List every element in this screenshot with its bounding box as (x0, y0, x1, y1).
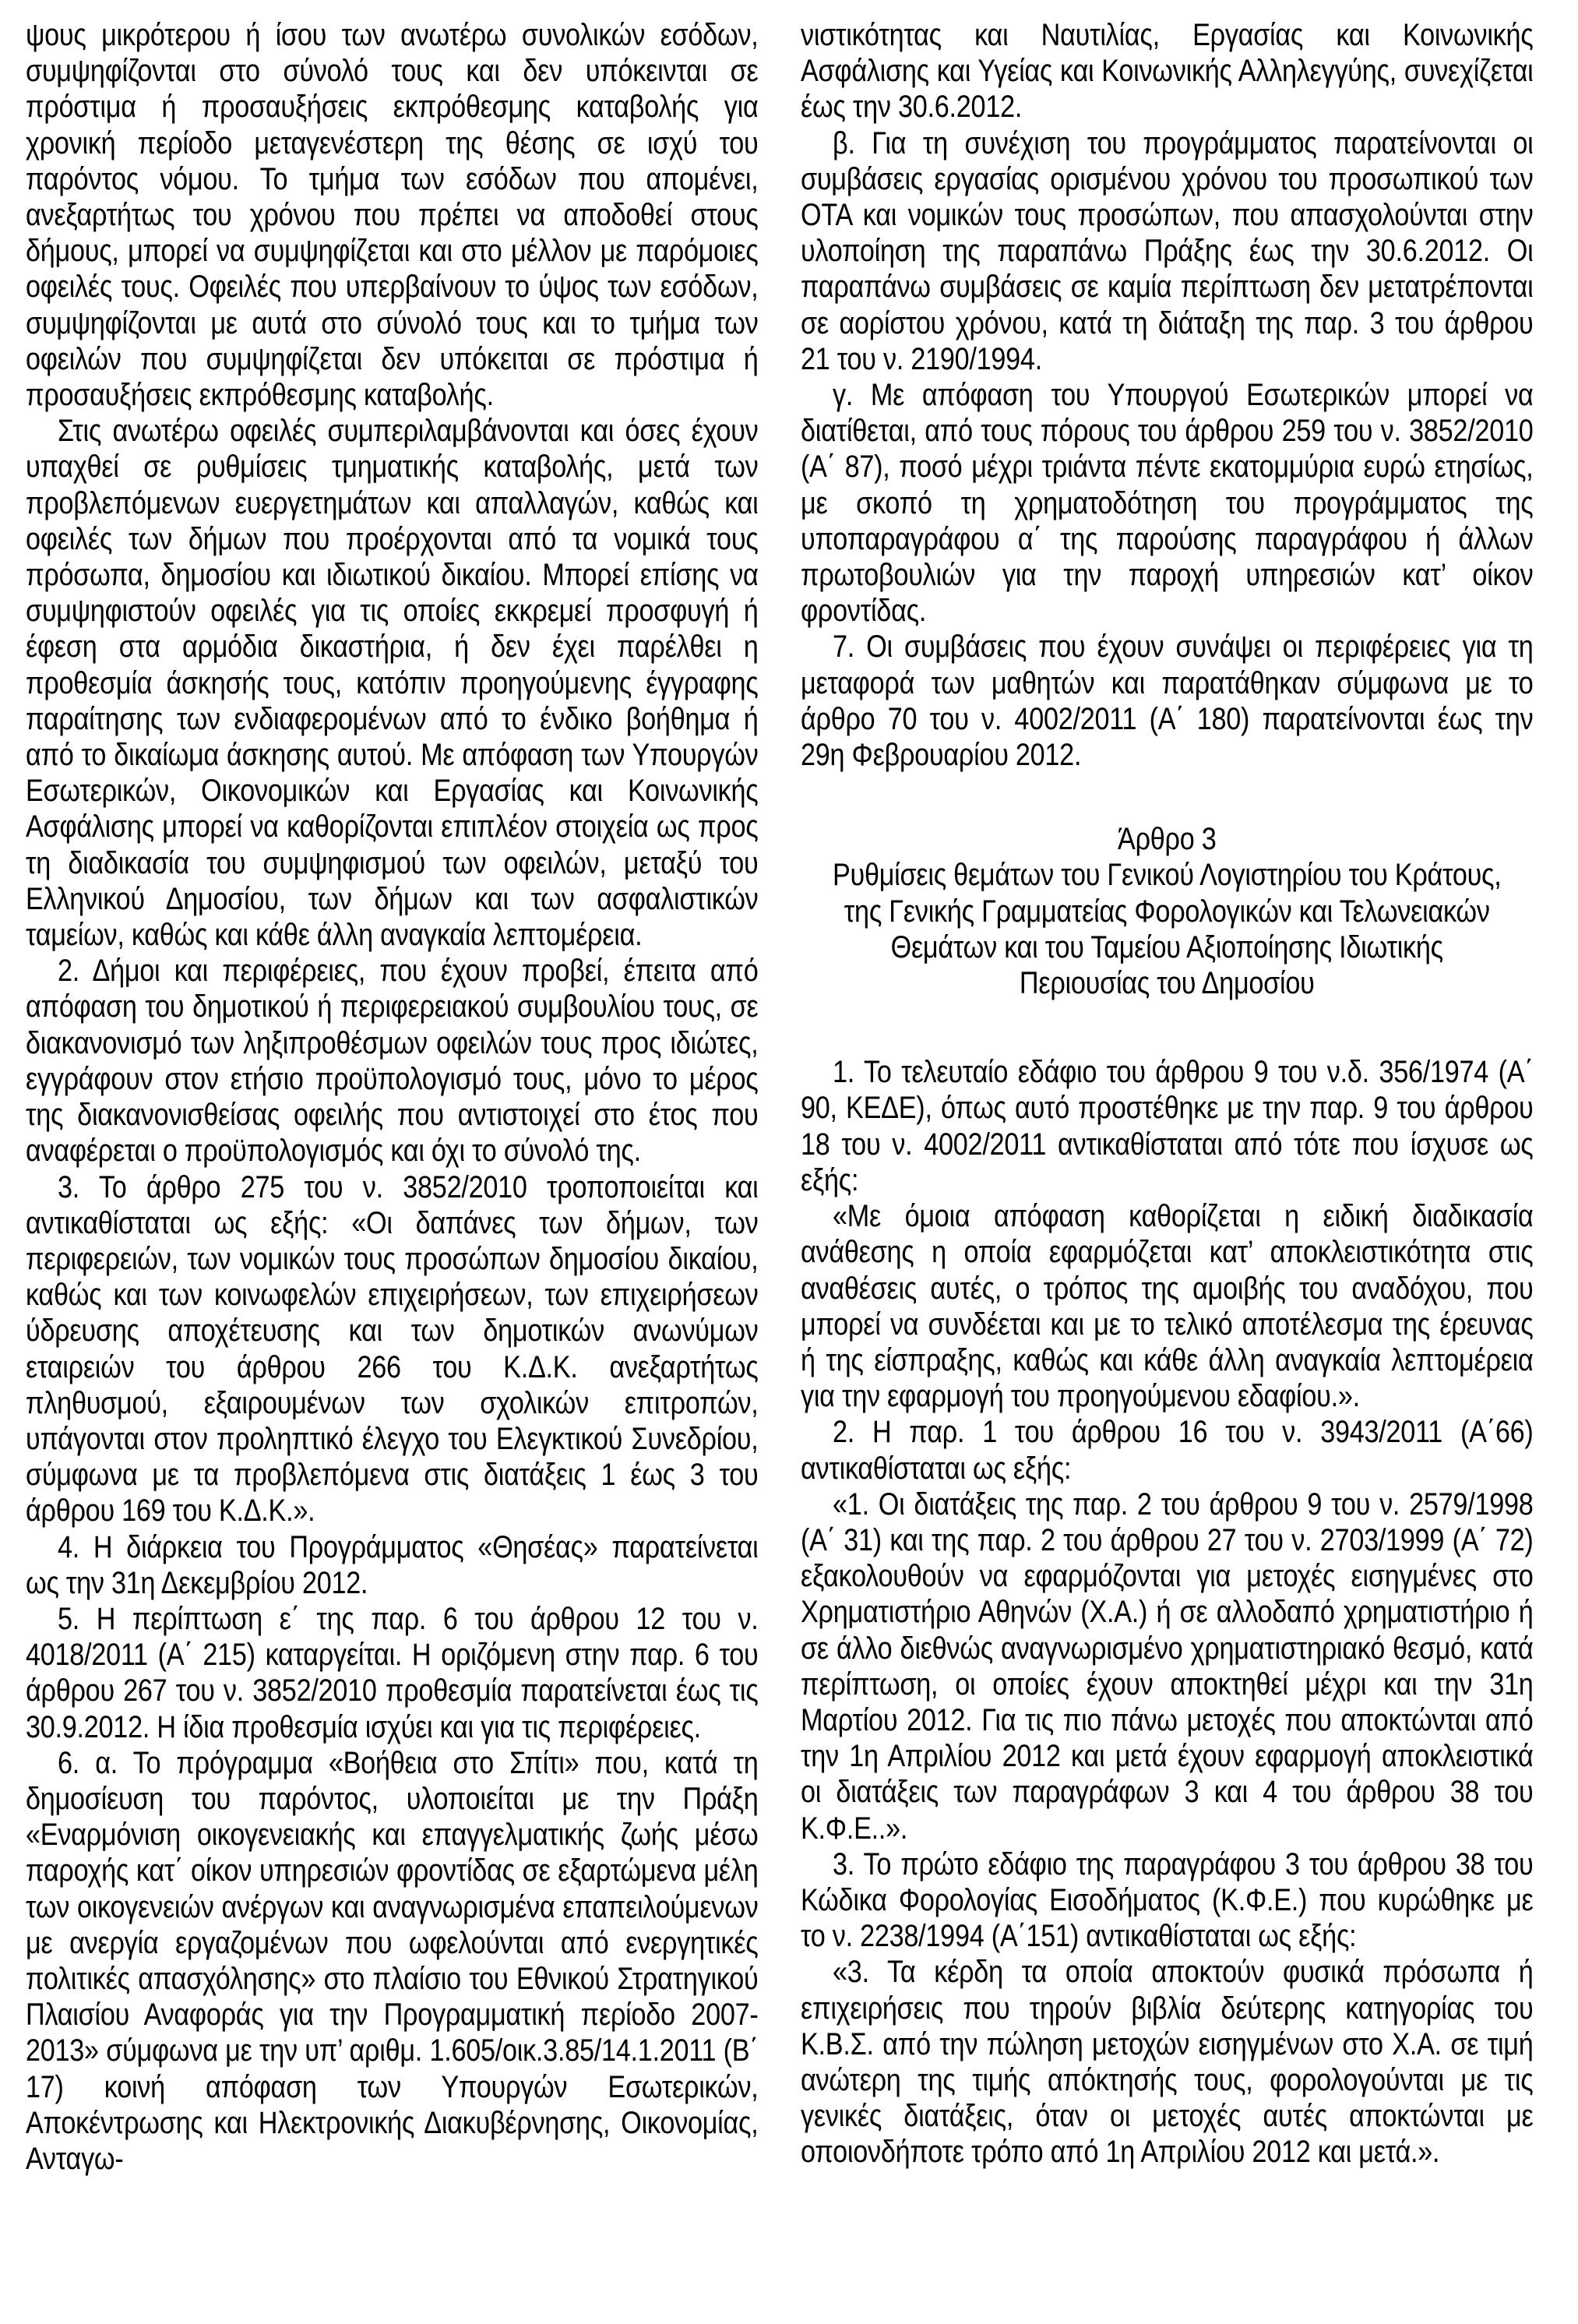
left-column (26, 17, 759, 2177)
paragraph-item-6b: β. Για τη συνέχιση του προγράμματος παρατείνονται οι συμβάσεις εργασίας ορισμένου χρόνου του προσωπικού των ΟΤΑ και νομικών τους προσώπων, που απασχολούνται στην υλοποίηση της παραπάνω Πράξης έως την 30.6.2012. Οι παραπάνω συμβάσεις σε καμία περίπτωση δεν μετατρέπονται σε αορίστου χρόνου, κατά τη διάταξη της παρ. 3 του άρθρου 21 του ν. 2190/1994. (801, 125, 1534, 376)
paragraph-quote: «1. Οι διατάξεις της παρ. 2 του άρθρου 9 του ν. 2579/1998 (Α΄ 31) και της παρ. 2 του άρθρου 27 του ν. 2703/1999 (Α΄ 72) εξακολουθούν να εφαρμόζονται για μετοχές εισηγμένες στο Χρηματιστήριο Αθηνών (Χ.Α.) ή σε αλλοδαπό χρηματιστήριο ή σε άλλο διεθνώς αναγνωρισμένο χρηματιστηριακό θεσμό, κατά περίπτωση, οι οποίες έχουν αποκτηθεί μέχρι και την 31η Μαρτίου 2012. Για τις πιο πάνω μετοχές που αποκτώνται από την 1η Απριλίου 2012 και μετά έχουν εφαρμογή αποκλειστικά οι διατάξεις των παραγράφων 3 και 4 του άρθρου 38 του Κ.Φ.Ε..». (801, 1486, 1534, 1846)
right-column-text (801, 17, 1534, 2171)
article-subtitle: Ρυθμίσεις θεμάτων του Γενικού Λογιστηρίου του Κράτους, της Γενικής Γραμματείας Φορολογικών και Τελωνειακών Θεμάτων και του Ταμείου Αξιοποίησης Ιδιωτικής Περιουσίας του Δημοσίου (832, 858, 1502, 1001)
paragraph-continuation: νιστικότητας και Ναυτιλίας, Εργασίας και Κοινωνικής Ασφάλισης και Υγείας και Κοινωνικής Αλληλεγγύης, συνεχίζεται έως την 30.6.2012. (801, 18, 1534, 125)
paragraph: Στις ανωτέρω οφειλές συμπεριλαμβάνονται και όσες έχουν υπαχθεί σε ρυθμίσεις τμηματικής καταβολής, μετά των προβλεπόμενων ευεργετημάτων και απαλλαγών, καθώς και οφειλές των δήμων που προέρχονται από τα νομικά τους πρόσωπα, δημοσίου και ιδιωτικού δικαίου. Μπορεί επίσης να συμψηφιστούν οφειλές για τις οποίες εκκρεμεί προσφυγή ή έφεση στα αρμόδια δικαστήρια, ή δεν έχει παρέλθει η προθεσμία άσκησής τους, κατόπιν προηγούμενης έγγραφης παραίτησης των ενδιαφερομένων από το ένδικο βοήθημα ή από το δικαίωμα άσκησης αυτού. Με απόφαση των Υπουργών Εσωτερικών, Οικονομικών και Εργασίας και Κοινωνικής Ασφάλισης μπορεί να καθορίζονται επιπλέον στοιχεία ως προς τη διαδικασία του συμψηφισμού των οφειλών, μεταξύ του Ελληνικού Δημοσίου, των δήμων και των ασφαλιστικών ταμείων, καθώς και κάθε άλλη αναγκαία λεπτομέρεια. (26, 414, 759, 953)
paragraph-item-6c: γ. Με απόφαση του Υπουργού Εσωτερικών μπορεί να διατίθεται, από τους πόρους του άρθρου 259 του ν. 3852/2010 (Α΄ 87), ποσό μέχρι τριάντα πέντε εκατομμύρια ευρώ ετησίως, με σκοπό τη χρηματοδότηση του προγράμματος της υποπαραγράφου α΄ της παρούσης παραγράφου ή άλλων πρωτοβουλιών για την παροχή υπηρεσιών κατ’ οίκον φροντίδας. (801, 378, 1534, 629)
paragraph-item-3: 3. Το άρθρο 275 του ν. 3852/2010 τροποποιείται και αντικαθίσταται ως εξής: «Οι δαπάνες των δήμων, των περιφερειών, των νομικών τους προσώπων δημοσίου δικαίου, καθώς και των κοινωφελών επιχειρήσεων, των επιχειρήσεων ύδρευσης αποχέτευσης και των δημοτικών ανωνύμων εταιρειών του άρθρου 266 του Κ.Δ.Κ. ανεξαρτήτως πληθυσμού, εξαιρουμένων των σχολικών επιτροπών, υπάγονται στον προληπτικό έλεγχο του Ελεγκτικού Συνεδρίου, σύμφωνα με τα προβλεπόμενα στις διατάξεις 1 έως 3 του άρθρου 169 του Κ.Δ.Κ.». (26, 1169, 759, 1529)
paragraph-item-5: 5. Η περίπτωση ε΄ της παρ. 6 του άρθρου 12 του ν. 4018/2011 (Α΄ 215) καταργείται. Η οριζόμενη στην παρ. 6 του άρθρου 267 του ν. 3852/2010 προθεσμία παρατείνεται έως τις 30.9.2012. Η ίδια προθεσμία ισχύει και για τις περιφέρειες. (26, 1601, 759, 1744)
paragraph-continuation: ψους μικρότερου ή ίσου των ανωτέρω συνολικών εσόδων, συμψηφίζονται στο σύνολό τους και δεν υπόκεινται σε πρόστιμα ή προσαυξήσεις εκπρόθεσμης καταβολής για χρονική περίοδο μεταγενέστερη της θέσης σε ισχύ του παρόντος νόμου. Το τμήμα των εσόδων που απομένει, ανεξαρτήτως του χρόνου που πρέπει να αποδοθεί στους δήμους, μπορεί να συμψηφίζεται και στο μέλλον με παρόμοιες οφειλές τους. Οφειλές που υπερβαίνουν το ύψος των εσόδων, συμψηφίζονται με αυτά στο σύνολό τους και το τμήμα των οφειλών που συμψηφίζεται δεν υπόκειται σε πρόστιμα ή προσαυξήσεις εκπρόθεσμης καταβολής. (26, 18, 759, 413)
paragraph-item-2: 2. Δήμοι και περιφέρειες, που έχουν προβεί, έπειτα από απόφαση του δημοτικού ή περιφερειακού συμβουλίου τους, σε διακανονισμό των ληξιπροθέσμων οφειλών τους προς ιδιώτες, εγγράφουν στον ετήσιο προϋπολογισμό τους, μόνο το μέρος της διακανονισθείσας οφειλής που αντιστοιχεί στο έτος που αναφέρεται ο προϋπολογισμός και όχι το σύνολό της. (26, 954, 759, 1169)
paragraph-item-2: 2. Η παρ. 1 του άρθρου 16 του ν. 3943/2011 (Α΄66) αντικαθίσταται ως εξής: (801, 1415, 1534, 1486)
article-heading (801, 821, 1534, 1001)
paragraph-item-6: 6. α. Το πρόγραμμα «Βοήθεια στο Σπίτι» που, κατά τη δημοσίευση του παρόντος, υλοποιείται με την Πράξη «Εναρμόνιση οικογενειακής και επαγγελματικής ζωής μέσω παροχής κατ΄ οίκον υπηρεσιών φροντίδας σε εξαρτώμενα μέλη των οικογενειών ανέργων και αναγνωρισμένα επαπειλούμενων με ανεργία εργαζομένων που ωφελούνται από ενεργητικές πολιτικές απασχόλησης» στο πλαίσιο του Εθνικού Στρατηγικού Πλαισίου Αναφοράς για την Προγραμματική περίοδο 2007-2013» σύμφωνα με την υπ’ αριθμ. 1.605/οικ.3.85/14.1.2011 (Β΄ 17) κοινή απόφαση των Υπουργών Εσωτερικών, Αποκέντρωσης και Ηλεκτρονικής Διακυβέρνησης, Οικονομίας, Ανταγω- (26, 1745, 759, 2176)
left-column-text (26, 17, 759, 2177)
article-title: Άρθρο 3 (1117, 822, 1217, 857)
right-column (801, 17, 1534, 2171)
paragraph-quote: «Με όμοια απόφαση καθορίζεται η ειδική διαδικασία ανάθεσης η οποία εφαρμόζεται κατ’ αποκλειστικότητα στις αναθέσεις αυτές, ο τρόπος της αμοιβής του αναδόχου, που μπορεί να συνδέεται και με το τελικό αποτέλεσμα της έρευνας ή της είσπραξης, καθώς και κάθε άλλη αναγκαία λεπτομέρεια για την εφαρμογή του προηγούμενου εδαφίου.». (801, 1199, 1534, 1414)
paragraph-item-7: 7. Οι συμβάσεις που έχουν συνάψει οι περιφέρειες για τη μεταφορά των μαθητών και παρατάθηκαν σύμφωνα με το άρθρο 70 του ν. 4002/2011 (Α΄ 180) παρατείνονται έως την 29η Φεβρουαρίου 2012. (801, 629, 1534, 773)
paragraph-item-1: 1. Το τελευταίο εδάφιο του άρθρου 9 του ν.δ. 356/1974 (Α΄ 90, ΚΕΔΕ), όπως αυτό προστέθηκε με την παρ. 9 του άρθρου 18 του ν. 4002/2011 αντικαθίσταται από τότε που ίσχυσε ως εξής: (801, 1055, 1534, 1197)
paragraph-item-4: 4. Η διάρκεια του Προγράμματος «Θησέας» παρατείνεται ως την 31η Δεκεμβρίου 2012. (26, 1529, 759, 1600)
paragraph-item-3: 3. Το πρώτο εδάφιο της παραγράφου 3 του άρθρου 38 του Κώδικα Φορολογίας Εισοδήματος (Κ.Φ.Ε.) που κυρώθηκε με το ν. 2238/1994 (Α΄151) αντικαθίσταται ως εξής: (801, 1846, 1534, 1954)
paragraph-quote: «3. Τα κέρδη τα οποία αποκτούν φυσικά πρόσωπα ή επιχειρήσεις που τηρούν βιβλία δεύτερης κατηγορίας του Κ.Β.Σ. από την πώληση μετοχών εισηγμένων στο Χ.Α. σε τιμή ανώτερη της τιμής απόκτησής τους, φορολογούνται με τις γενικές διατάξεις, όταν οι μετοχές αυτές αποκτώνται με οποιονδήποτε τρόπο από 1η Απριλίου 2012 και μετά.». (801, 1955, 1534, 2170)
